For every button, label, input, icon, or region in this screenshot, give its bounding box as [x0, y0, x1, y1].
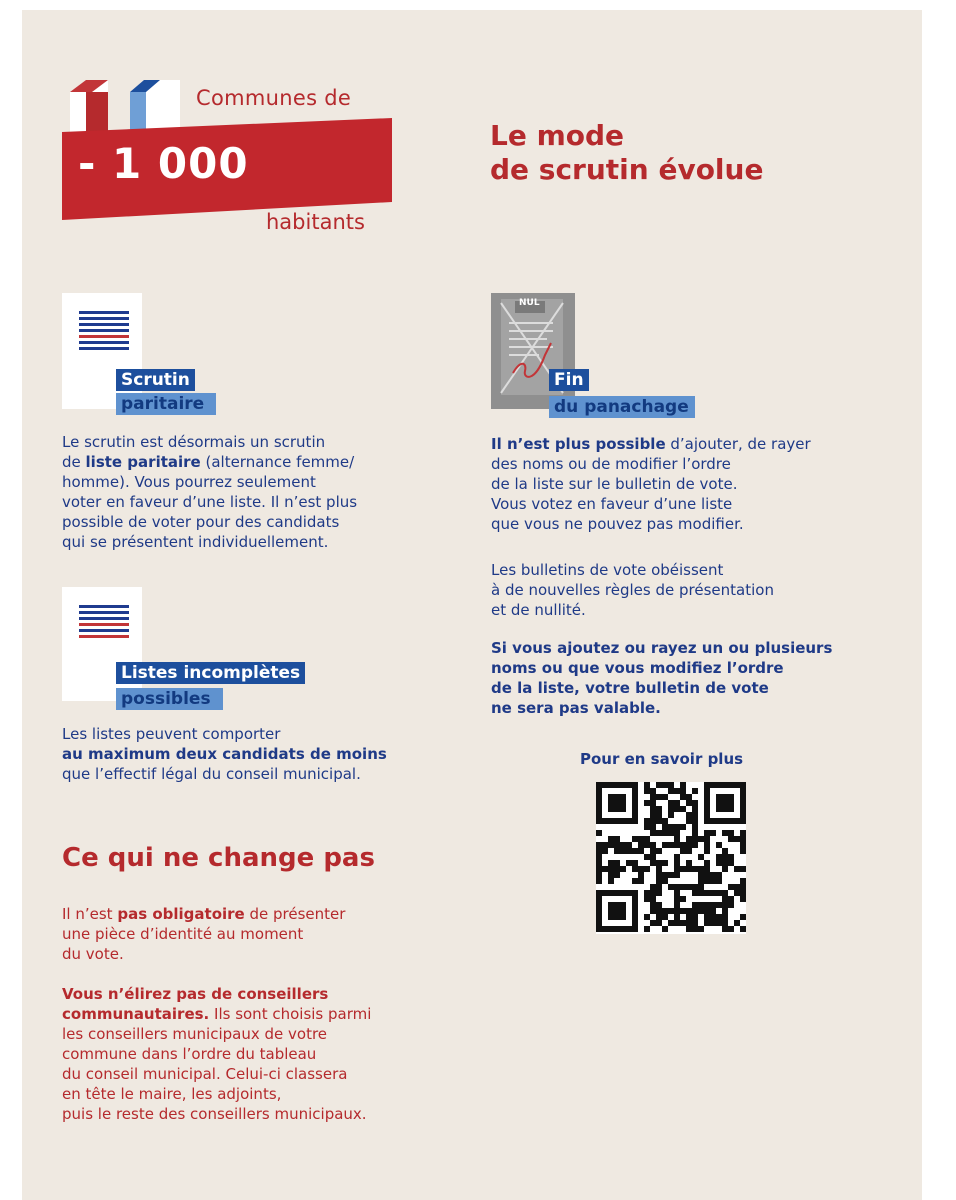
- qr-label: Pour en savoir plus: [580, 750, 744, 768]
- population-threshold: - 1 000: [78, 139, 249, 188]
- nul-stamp: NUL: [519, 298, 540, 308]
- unchanged-heading: Ce qui ne change pas: [62, 843, 375, 873]
- tag-paritaire: paritaire: [116, 393, 216, 415]
- listes-paragraph: Les listes peuvent comporter au maximum deux candidats de moins que l’effectif légal du conseil municipal.: [62, 725, 387, 783]
- ballot-list-icon: [62, 293, 142, 409]
- panachage-paragraph-2: Les bulletins de vote obéissent à de nouvelles règles de présentation et de nullité.: [491, 561, 774, 619]
- unchanged-paragraph-1: Il n’est pas obligatoire de présenter une pièce d’identité au moment du vote.: [62, 905, 346, 963]
- panachage-paragraph-1: Il n’est plus possible d’ajouter, de rayer des noms ou de modifier l’ordre de la liste sur le bulletin de vote. Vous votez en faveur d’une liste que vous ne pouvez pas modifier.: [491, 435, 811, 533]
- qr-code[interactable]: [596, 782, 746, 934]
- panachage-paragraph-3: Si vous ajoutez ou rayez un ou plusieurs noms ou que vous modifiez l’ordre de la liste, votre bulletin de vote ne sera pas valable.: [491, 639, 833, 717]
- main-title-line1: Le mode: [490, 119, 625, 152]
- main-title: [490, 119, 763, 187]
- tag-scrutin: Scrutin: [116, 369, 195, 391]
- nul-ballot-icon: [491, 293, 575, 409]
- habitants-label: habitants: [266, 210, 365, 234]
- tag-listes-incompletes: Listes incomplètes: [116, 662, 305, 684]
- tag-possibles: possibles: [116, 688, 223, 710]
- communes-label: Communes de: [196, 86, 352, 110]
- main-title-line2: de scrutin évolue: [490, 153, 764, 186]
- tag-du-panachage: du panachage: [549, 396, 695, 418]
- scrutin-paragraph: Le scrutin est désormais un scrutin de liste paritaire (alternance femme/ homme). Vous pourrez seulement voter en faveur d’une liste. Il n’est plus possible de voter pour des candidats qui se présentent individuellement.: [62, 433, 358, 551]
- tag-fin: Fin: [549, 369, 589, 391]
- unchanged-paragraph-2: Vous n’élirez pas de conseillers communautaires. Ils sont choisis parmi les conseillers municipaux de votre commune dans l’ordre du tableau du conseil municipal. Celui-ci classera en tête le maire, les adjoints, puis le reste des conseillers municipaux.: [62, 985, 372, 1123]
